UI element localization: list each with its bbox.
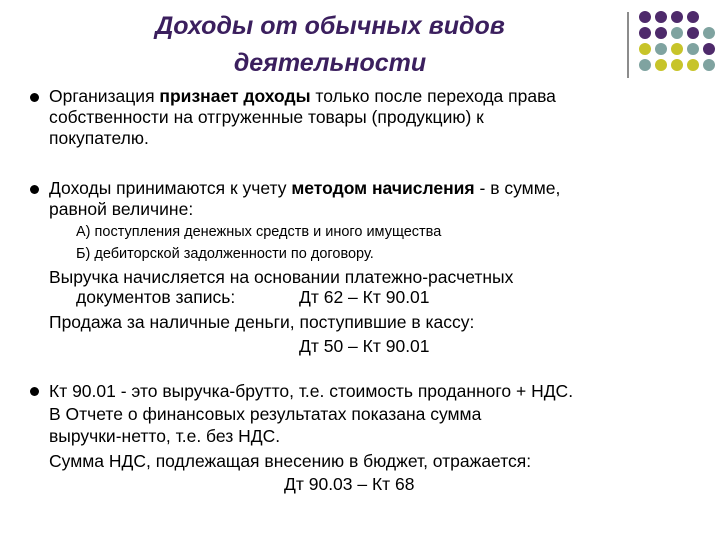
revenue-line-2: документов запись: xyxy=(76,287,236,307)
decor-dot xyxy=(671,59,683,71)
vat-entry: Дт 90.03 – Кт 68 xyxy=(284,474,415,494)
bullet-1-line-3: покупателю. xyxy=(49,128,149,148)
decor-dot xyxy=(687,11,699,23)
decor-dot xyxy=(703,43,715,55)
decor-dot xyxy=(655,27,667,39)
decorative-dot-grid xyxy=(0,0,720,90)
bullet-marker xyxy=(30,185,39,194)
bullet-1-line-1 xyxy=(49,86,556,107)
bullet-2-line-2: равной величине: xyxy=(49,199,194,219)
decor-dot xyxy=(639,11,651,23)
bullet-3-line-1: Кт 90.01 - это выручка-брутто, т.е. стоимость проданного + НДС. xyxy=(49,381,574,401)
decor-dot xyxy=(639,43,651,55)
decor-dot xyxy=(655,11,667,23)
bullet-marker xyxy=(30,387,39,396)
decor-dot xyxy=(639,27,651,39)
title-line-2: деятельности xyxy=(233,49,427,77)
decor-dot xyxy=(703,59,715,71)
bullet-1-text: Организация xyxy=(49,86,160,106)
decor-dot xyxy=(655,59,667,71)
decor-dot xyxy=(687,43,699,55)
revenue-entry: Дт 62 – Кт 90.01 xyxy=(299,287,430,307)
decor-dot xyxy=(687,27,699,39)
sub-item-a: А) поступления денежных средств и иного имущества xyxy=(76,224,442,240)
bullet-2-emphasis: методом начисления xyxy=(291,178,475,198)
bullet-3-line-3: выручки-нетто, т.е. без НДС. xyxy=(49,426,281,446)
decor-dot xyxy=(687,59,699,71)
decor-dot xyxy=(671,43,683,55)
revenue-line-1: Выручка начисляется на основании платежно-расчетных xyxy=(49,267,514,287)
decor-dot xyxy=(655,43,667,55)
decor-dot xyxy=(671,27,683,39)
bullet-1-line-2: собственности на отгруженные товары (продукцию) к xyxy=(49,107,484,127)
cash-entry: Дт 50 – Кт 90.01 xyxy=(299,336,430,356)
bullet-1-text: только после перехода права xyxy=(310,86,556,106)
sub-item-b: Б) дебиторской задолженности по договору. xyxy=(76,246,374,262)
bullet-2-text: Доходы принимаются к учету xyxy=(49,178,292,198)
vat-line: Сумма НДС, подлежащая внесению в бюджет, отражается: xyxy=(49,451,532,471)
bullet-3-line-2: В Отчете о финансовых результатах показана сумма xyxy=(49,404,482,424)
bullet-2-line-1 xyxy=(49,178,560,199)
bullet-marker xyxy=(30,93,39,102)
cash-sale-line: Продажа за наличные деньги, поступившие в кассу: xyxy=(49,312,475,332)
bullet-1-emphasis: признает доходы xyxy=(159,86,311,106)
decor-dot xyxy=(639,59,651,71)
decor-dot xyxy=(671,11,683,23)
bullet-2-text: - в сумме, xyxy=(474,178,561,198)
decor-dot xyxy=(703,27,715,39)
title-line-1: Доходы от обычных видов xyxy=(155,12,505,40)
